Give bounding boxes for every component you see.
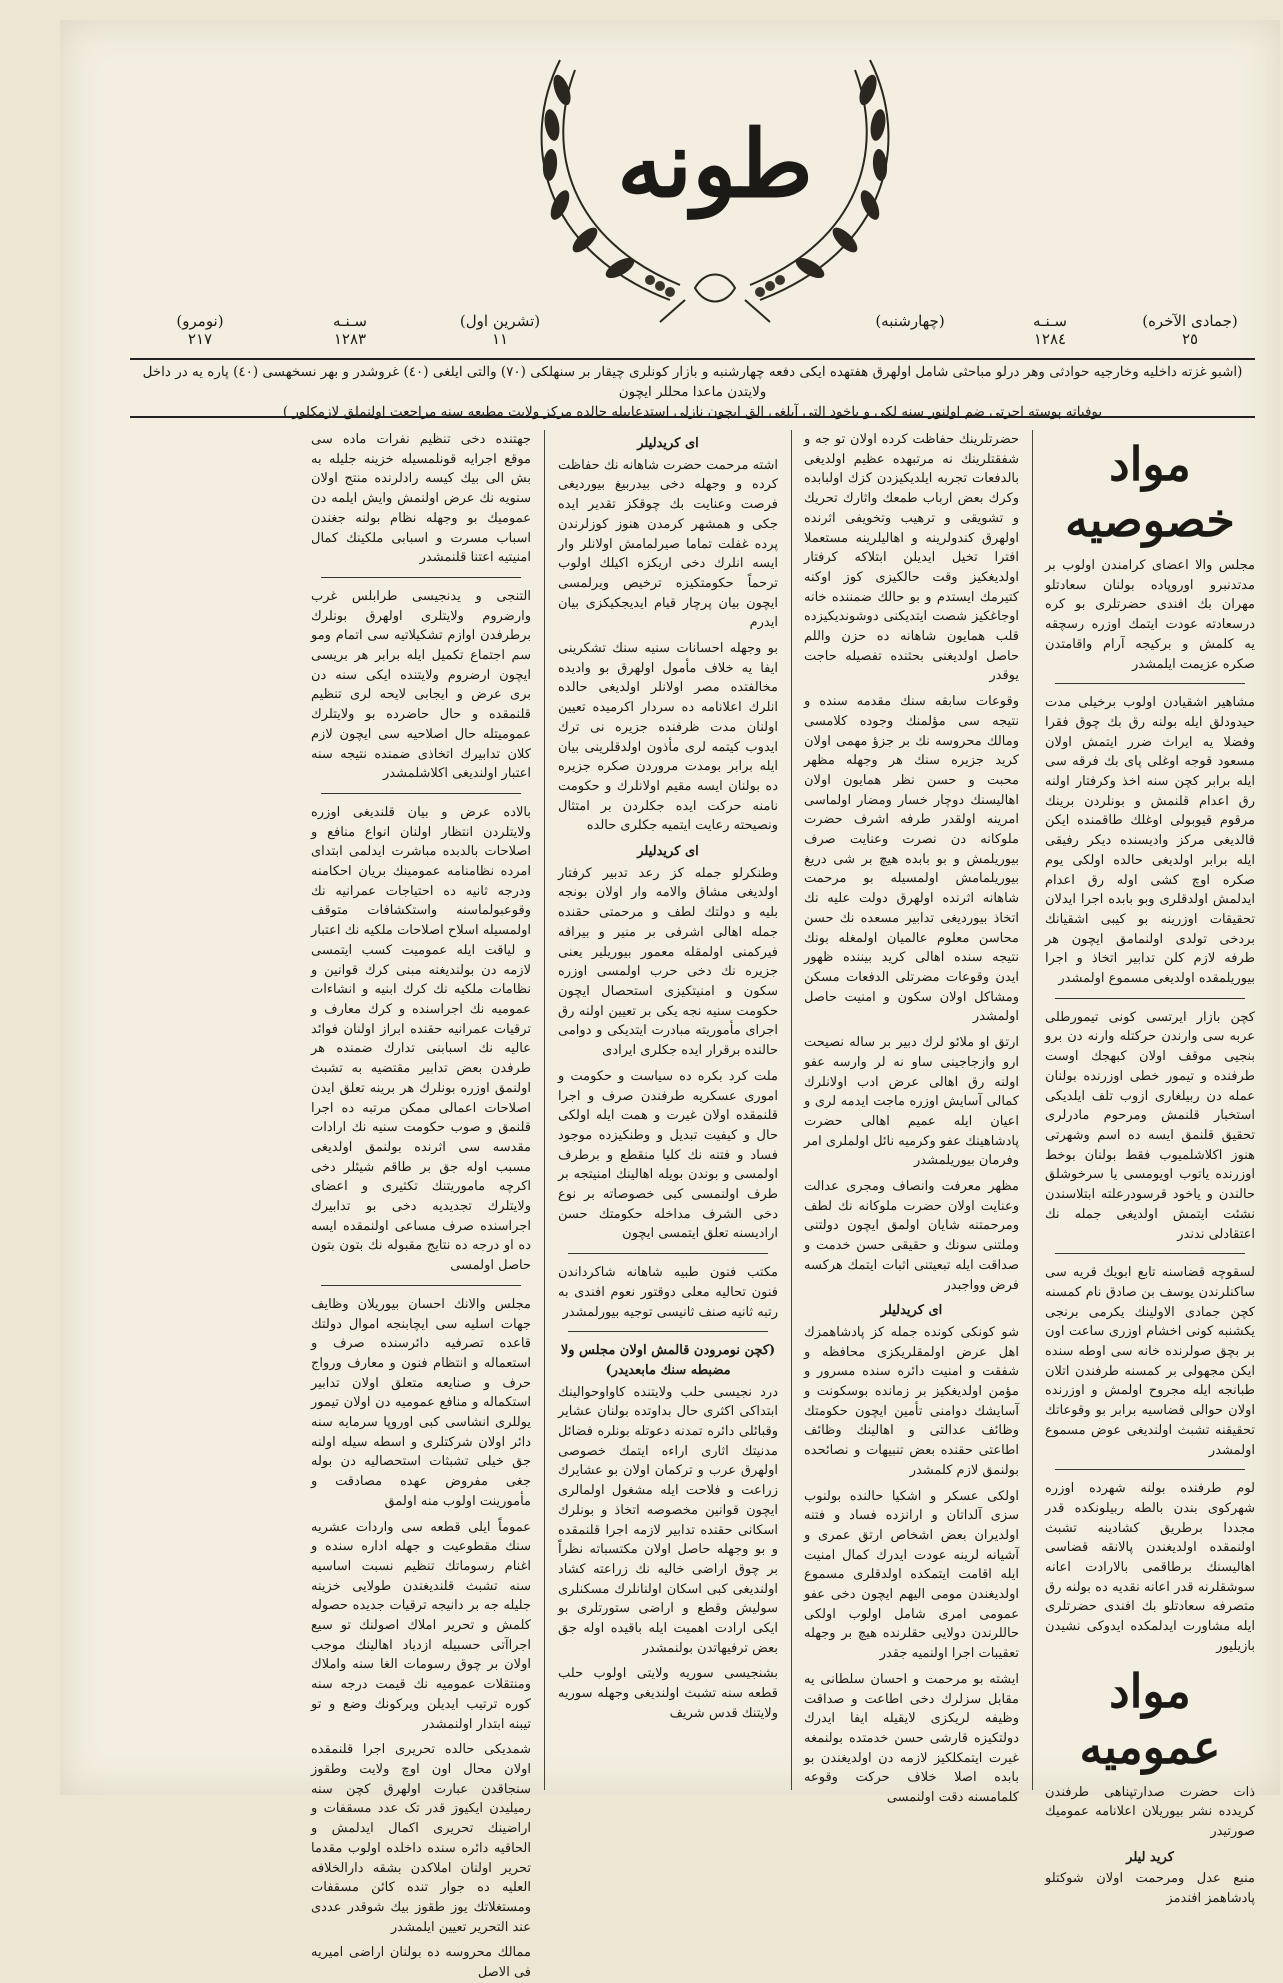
issue-label: (نومرو) <box>176 312 224 330</box>
column-1 <box>1045 430 1255 1907</box>
paragraph: ایشته بو مرحمت و احسان سلطانی یه مقابل سزلرك دخی اطاعت و صداقت وظیفه لریکزی لایقیله ایفا ایدرك دولتکیزه قارشی حسن خدمتده بولنمغه غیرت ایتمکلکیز لازمه دن اولدیغندن بو بابده اصلا خلاف حرکت وقوعه کلمامسنه دقت اولنمسی <box>804 1671 1019 1806</box>
section-heading-private: مواد خصوصیه <box>1065 437 1235 547</box>
paragraph: مجلس والا اعضای کرامندن اولوب بر مدتدنبرو اوروپاده بولنان سعادتلو مهران بك افندی حضرتلری بو کره درسعادته عودت ایتمك اوزره رسچقه یه کلمش و برکیجه آرام واقامتدن صکره عزیمت ایلمشدر <box>1045 558 1255 672</box>
issue-number <box>140 312 260 348</box>
divider <box>321 793 521 794</box>
hijri-day: ٢٥ <box>1181 330 1199 348</box>
divider <box>568 1331 768 1332</box>
weekday-label: (چهارشنبه) <box>875 312 945 330</box>
paragraph: ارتق او ملائو لرك دبیر بر ساله نصیحت ارو وازجاجینی ساو نه لر وارسه عفو اولنه رق اهالی عرض ادب اولانلرك کمالی آسایش اوزره ماجت ایدمه لری و اعیان ایله عمیم اهالی حضرت پادشاهینك عفو وکرمیه نائل اولملری امر وفرمان بیوریلمشدر <box>804 1035 1019 1169</box>
divider <box>321 1285 521 1286</box>
article-columns <box>135 430 1255 1981</box>
paragraph: مظهر معرفت وانصاف ومجری عدالت وعنایت اولان حضرت ملوکانه نك لطف ومرحمتنه شایان اولمق ایچون دولتنی وملتنی سونك و حقیقی حسن خدمت و صداقت ایله تبعیتنی اثبات ایتمك هرکسه فرض وواجبدر <box>804 1179 1019 1293</box>
subheading: ای کریدلیلر <box>880 1303 943 1319</box>
weekday <box>850 312 970 330</box>
column-3 <box>558 430 778 1790</box>
rumi-date <box>440 312 560 348</box>
subheading: کرید لیلر <box>1126 1849 1174 1865</box>
paragraph: التنجی و یدنجیسی طرابلس غرب وارضروم ولایتلری اولهرق بونلرك برطرفدن اوازم تشکیلاتیه سی اتمام ومو سم اجتماع تکمیل ایله برابر هر بریسی ایچون ارضروم ولایتنده ایکی سنه دن بری عرض و ایجابی لایحه لری تنظیم قلنمقده و حال حاضرده بو ولایتلرك عمومیتله حال اصلاحیه سی ایچون لازم کلان تدابیرك اتخاذی ضمنده نتیجه سنه اعتبار اولندیغی اکلاشلمشدر <box>311 588 531 782</box>
hijri-year-value: ١٢٨٤ <box>1033 330 1067 348</box>
issue-value: ٢١٧ <box>187 330 213 348</box>
divider <box>568 1253 768 1254</box>
rumi-year-value: ١٢٨٣ <box>333 330 367 348</box>
column-rule <box>544 430 545 1790</box>
paragraph: شو کونکی کونده جمله کز پادشاهمزك اهل عرض اولمقلریکزی محافظه و شفقت و امنیت دائره سنده مسرور و مؤمن اولدیغکیز بر زمانده بوسکونت و آسایشك دوامنی تأمین ایچون حکومتك وظائف عدالتی و اهالینك وظائف اطاعتی حقنده بعض تنبیهات و نصائحده بولنمق لازم کلمشدر <box>804 1324 1019 1478</box>
paragraph: شمدیکی حالده تحریری اجرا قلنمقده اولان محال اون اوچ ولایت وطقوز سنجاقدن عبارت اولهرق کچن سنه رمیلیدن ایکیوز قدر تک عدد مسقفات و اراضینك تحریری اکمال ایدلمش و الحاقیه دائره سنده داخلده اولوب مقدما تحریر اولنان املاکدن بشقه دارالخلافه العلیه ده جوار تنده کائن مسقفات ومستغلاتك یوز طقوز بیك شوقدر عددی عند التحریر تعیین ایلمشدر <box>311 1742 531 1935</box>
paragraph: ممالك محروسه ده بولنان اراضی امیریه فی الاصل <box>311 1945 531 1981</box>
paragraph: جهتنده دخی تنظیم نفرات ماده سی موقع اجرایه قونلمسیله خزینه جلیله به بش الی بیك کیسه رادلرنده منتج اولان سنویه نك عرض اولنمش وایش ایلمه دن عمومیك بو وجهله نظام بولنه جغندن اسباب مسرت و اسبابی ملکینك کمال امنیتیه اعتنا قلنمشدر <box>311 432 531 566</box>
divider <box>1055 1253 1245 1254</box>
rumi-day: ١١ <box>491 330 509 348</box>
section-heading-general: مواد عمومیه <box>1079 1663 1221 1774</box>
hijri-month: (جمادی الآخره) <box>1142 312 1238 330</box>
paragraph: حضرتلرینك حفاظت کرده اولان تو جه و شفقتلرینك نه مرتبهده عظیم اولدیغی بالدفعات تجربه ایلدیکیزدن کزك اولبابده وکرك بعض ارباب طمعك واثارك تحریك و تشویقی و ترهیب وتخویفی اثرنده اولهرق کندولرینه و اهالیلرینه مستعملا افترا تخیل ایدیلن ابتلاکه کرفتار اولدیغکیز وقت حالکیزی کوز اوکنه کتیرمك ایستدم و بو حالك ضمننده خانه اوجاغکیز شصت ایتدیکنی دوشوندیکیزده قلب همایون شاهانه ده حزن واللم حاصل اولدیغنی بحثنده تفصیله حاجت یوقدر <box>804 432 1019 684</box>
hijri-date <box>1130 312 1250 348</box>
paragraph: ذات حضرت صدارتپناهی طرفندن کریدده نشر بیوریلان اعلانامه عمومیك صورتیدر <box>1045 1784 1255 1839</box>
column-rule <box>1032 430 1033 1790</box>
paragraph: مجلس والانك احسان بیوریلان وظایف جهات اسلیه سی ایچابنجه اموال دولتك قاعده تصرفیه دائرسنده صرف و استعماله و انتظام فنون و معارف ورواج حرف و صنایعه متعلق اولان تدابیر استکماله و منافع عمومیه دن اولان تیمور یوللری انشاسی کبی اوروپا سرمایه سنه دائر اولان شرکتلری و اسطه سیله اولنه جق خیلی تشبثات استحصالیه دن بوله جغی مفروض عهده مصادقت و مأمورینت اولوب منه اولمق <box>311 1296 531 1509</box>
paragraph: ملت کرد بکره ده سیاست و حکومت و اموری عسکریه طرفندن صرف و اجرا قلنمقده اولان غیرت و همت ایله اولکی حال و کیفیت تبدیل و وطنکیزده موجود فساد و فتنه نك کلیا منقطع و برطرف اولمسی و بوندن بویله اهالینك امنیتجه بر طرف اولنمسی کبی خصوصاته بر نوع دخی الشرف مداخله حکومتك حسن ارادیسنه تعلق ایتمسی ایچون <box>558 1068 778 1242</box>
paragraph: بشنجیسی سوریه ولایتی اولوب حلب قطعه سنه تشبث اولندیغی وجهله سوریه ولایتنك قدس شریف <box>558 1666 778 1721</box>
subheading: ای کریدلیلر <box>637 436 699 451</box>
header-rule-bottom <box>130 416 1255 418</box>
masthead <box>500 30 930 330</box>
hijri-year-label: سـنـه <box>1033 312 1067 330</box>
header-rule-top <box>130 358 1255 360</box>
rumi-year-label: سـنـه <box>333 312 367 330</box>
column-2 <box>804 430 1019 1806</box>
divider <box>321 577 521 578</box>
paragraph: درد نجیسی حلب ولایتنده کاواوحوالینك ابتداکی اکثری حال بداوتده بولنان عشایر وقبائلی دائره تمدنه دعوتله بونلره فضائل مدنیتك اثاری اراءه ایتمك خصوصی اولهرق عرب و ترکمان اولان بو عشایرك زراعت و فلاحت ایله مشغول اولمالری ایچون قوانین مخصوصه اتخاذ و بونلرك اسکانی حقنده تدابیر لازمه اجرا قلنمقده و بو وجهله حاصل اولان مکتسباته نظراً بر چوق اراضی خالیه نك زراعته کشاد اولندیغی کبی اسکان اولنانلرك مسکنلری سولیش وقطع و اراضی ستورتلری بو ایکی ارادت اهمیت ایله باقیده اوله جق بعض ترفیهاتدن بولنمشدر <box>558 1384 778 1656</box>
subheading: ای کریدلیلر <box>637 844 699 860</box>
paragraph: مکتب فنون طبیه شاهانه شاکرداندن فنون تحالیه معلی دوقتور نعوم افندی به رتبه ثانیه صنف ثانیسی توجیه بیورلمشدر <box>558 1265 778 1320</box>
paragraph: منبع عدل ومرحمت اولان شوکتلو پادشاهمز افندمز <box>1045 1871 1255 1907</box>
newspaper-title: طونه <box>617 110 813 218</box>
paragraph: کچن بازار ایرتسی کونی تیمورطلی عربه سی وارندن حرکتله وارنه دن برو بنجیی موقف اولان کبهجك اوست طرفنده و تیمور خطی اوزرنده بولنان عمله دن ربیلغاری ازوب تلف ایلدیکی استخبار قلنمش ومرحوم مادرلری تحقیق قلنمق ایسه ده اسم وشهرتی هنوز اکلاشلمیوب فقط بولنان بوخط اوزرنده یاتوب اویومسی یا سرخوشلق حالندن و یاخود قرسودرعلته ابتلاسندن نشئت ایتمش اولدیغی جمله نك اعتقادلی ندندر <box>1045 1009 1255 1242</box>
paragraph: وقوعات سابقه سنك مقدمه سنده و نتیجه سی مؤلمنك وجوده کلامسی ومالك محروسه نك بر جزؤ مهمی اولان کرید جزیره سنك هر وجهله مظهر محبت و حسن نظر همایون اولان اهالیسنك دوچار خسار ومضار اولماسی امرینه اولقدر طرفه اشرف حضرت ملوکانه دن نصرت وعنایت صرف بیوریلمش و بو بابده هیچ بر شی دریغ بیوریلمامش اولمسیله بو مرحمت شاهانه اثرنده اولهرق دولت علیه نك اتخاذ بیوردیغی تدابیر مسعده نك حسن محاسن معلوم عالمیان اولمغله بونك نتیجه سنده اهالی کرید بیننده ظهور ایدن وقوعات مضرتلی الدفعات مسکن ومشاکل اولان سکون و امنیت حاصل اولمشدر <box>804 694 1019 1025</box>
paragraph: اولکی عسکر و اشکیا حالنده بولنوب سزی آلداتان و ارانزده فساد و فتنه اولدیران بعض اشخاص ارتق عمری و آشیانه لرینه عودت ایدرك کمال امنیت ایله اقامت ایتمکده اولدقلری مسموع اولدیغندن مومی الیهم ایچون دخی عفو عمومی امری شامل اولوب اولکی حاللرندن دولایی حقلرنده هیچ بر وجهله تعقیبات اجرا اولنمیه جقدر <box>804 1488 1019 1662</box>
subscription-line-1: (اشبو غزته داخلیه وخارجیه حوادثی وهر درلو مباحثی شامل اولهرق هفتهده ایکی دفعه چهارشنبه و بازار کونلری چیقار بر سنهلکی (٧٠) والتی ایلغی (٤٠) غروشدر و بهر نسخهسی (٤٠) پاره یه در داخل ولایتدن ماعدا محللر ایچون <box>142 364 1243 400</box>
divider <box>1055 683 1245 684</box>
divider <box>1055 1469 1245 1470</box>
newspaper-page <box>60 20 1280 1981</box>
paragraph: مشاهیر اشقیادن اولوب برخیلی مدت حیدودلق ایله بولنه رق بك چوق فقرا وفضلا یه ایراث ضرر ایتمش اولان مسعود قوجه اوغلی پای بك فرقه سی ایله برابر کچن سنه اخذ وکرفتار اولنه رق اعدام قلنمش و بونلردن برینك مرقوم قیوبولی اوغلك طاقمنده ایکن قالدیغی مرکز وادیسنده دیکر رفیقی ایله برابر اولدیغی حالده اولکی یوم صکره اوچ کشی اوله رق اعدام ایدلمش اولدقلری وبو بابده اجرا ایدلان تحقیقات اوزرینه بو کیبی اشقیانك بردخی تولدی اولنمامق ایچون هر طرفه لازم کلن تدابیر اتخاذ و اجرا بیوریلمقده اولدیغی مسموع اولمشدر <box>1045 695 1255 987</box>
paragraph: اشته مرحمت حضرت شاهانه نك حفاظت کرده و وجهله دخی بیدربیغ بیوردیغی فرصت وعنایت بك چوقکز تقدیر ایده جکی و همشهر کرمدن هنوز کوزلرندن پرده غفلت تماما صیرلمامش اولانلر وار ایسه انلرك دخی اریکزه اکیلك اولوب ترحماً حکومتکیزه ترخیص ویرلمسی ایچون بیان پرچار قیام ایدیجکیکزی بیان ایدرم <box>558 457 778 631</box>
hijri-year <box>990 312 1110 348</box>
paragraph: بالاده عرض و بیان قلندیغی اوزره ولایتلردن انتظار اولنان انواع منافع و اصلاحات بالدبده مباشرت ایدلمی ابتدای امرده نظامنامه عمومینك بریان احکامنه ودرجه ثانیه ده احتیاجات عمرانیه نك وقوعبولماسنه واستکشافات متوقف اولمسیله اسلاح اصلاحات ملکیه نك اعتبار و لیاقت ایله عمومیت کسب ایتمسی لازمه دن بولندیغنه مبنی کرك قوانین و نظامات ملکیه نك کرك ابنیه و انشاءات عمومیه نك اجراسنده و کرك معارف و ترقیات عمرانیه حقنده ابراز اولنان فوائد عالیه نك اسبابنی تدارك ضمنده هر طرفدن بعض تدابیر مقتضیه به تشبث اولنمق اوزره بونلرك هر برینه تعلق ایدن اصلاحات اعمالی ممکن مرتبه ده اجرا قلنمق و صوب حکومت سنیه نك ارادات مقدسه سی اثرنده بولنمق اولدیغی مسبب اوله جق بر طاقم شیئلر دخی اکرچه ماموریتنك تکثیری و اعضای ولایتلرك تجدیدیه دخی بو تدابیرك اجراسنده صرف مساعی اولنمقده ایسه ده او درجه ده نتایج مقبوله نك بتون بتون حاصل اولمسی <box>311 804 531 1274</box>
paragraph: لسقوچه قضاسنه تابع ابویك قریه سی ساکنلرندن یوسف بن صادق نام کمسنه کچن جمادی الاولینك یکرمی برنجی یکشنبه کونی اخشام اوزری ساعت اون بر بچق صولرنده خانه سی اوطه سنده ایکن مجهولی بر کمسنه طرفندن اتلان طبانجه ایله مجروح اولمش و اوزرنده اولان حوالی قضاسیه برابر بو وقوعاتك تحقیقنه تشبث اولندیغی عوض مسموع اولمشدر <box>1045 1265 1255 1458</box>
column-rule <box>791 430 792 1790</box>
subscription-notice <box>135 362 1250 422</box>
column-4 <box>311 430 531 1981</box>
divider <box>1055 998 1245 999</box>
rumi-month: (تشرین اول) <box>459 312 541 330</box>
rumi-year <box>290 312 410 348</box>
paragraph: بو وجهله احسانات سنیه سنك تشکرینی ایفا یه خلاف مأمول اولهرق بو وادیده مخالفتده مصر اولانلر اولدیغی حالده انلرك اعلانامه ده سردار اکرمیده تعیین اولنان مدت ظرفنده جزیره نی ترك ایدوب کیتمه لری مأذون اولدقلرینی بیان ایله برابر بومدت مروردن صکره جزیره ده بولنان ایسه مقیم اولانلرك و حکومت نامنه حرکت ایده جکلردن بر امتثال ونصیحته رعایت ایتمیه جکلری حالده <box>558 641 778 834</box>
dateline <box>130 312 1250 352</box>
paragraph: وطنکرلو جمله کز رعد تدبیر کرفتار اولدیغی مشاق والامه وار اولان بونجه بلیه و دولتك لطف و مرحمتی حقنده جمله اهالی اشرفی بر منیر و بیرافه فیرکمنی اولمقله معمور بیوریلیر یعنی جزیره نك دخی حرب اولمسی اوزره سکون و امنیتکیزی استحصال ایچون حکومت سنیه نجه یکی بر تعیین اولنه رق اجرای مأموریته مبادرت ایتدیکی و دوامی حالنده برقرار ایده جکلری ایرادی <box>558 865 778 1059</box>
paragraph: لوم طرفنده بولنه شهرده اوزره شهرکوی بندن بالطه ربیلونکده قدر مجددا برطریق کشادینه تشبث اولنمقده اولدیغندن پالانقه قضاسی اهالیسنك برطاقمی بالارادت اعانه سوشقلرنه قدر اعانه نقدیه ده بولنه رق متصرفه سعادتلو بك افندی حضرتلری ایله مشاورت ایدلمکده ایدوکی نشیدن بازیلیور <box>1045 1481 1255 1654</box>
paragraph: عموماً ایلی قطعه سی واردات عشریه سنك مقطوعیت و جهله اداره سنده و اغنام رسوماتك تنظیم نسبت اساسیه سنه تشبث قلندیغندن طولایی خزینه جلیله جه بر دانیجه ترقیات جدیده حصوله کلمش و تحریر املاك اصولنك تو سیع اجراآتی حسبیله ازدیاد اهالینك موجب اولان بر چوق رسومات الغا سنه واملاك ومنتقلات عمومیه نك قیمت درجه سنه کوره ترتیب ایدیلن ویرکونك وضع و تو تیبنه ابتدار اولنمشدر <box>311 1519 531 1732</box>
subheading: (کچن نومرودن قالمش اولان مجلس ولا مضبطه سنك مابعدیدر) <box>560 1343 776 1378</box>
subscription-line-2: بوفیاته پوسته اجرتی ضم اولنور سنه لکی و یاخود التی آیلغی الق ایچون نازلی استدعاییله حالده مرکز ولایت مطبعه سنه مراجعت اولنملق لازمکلور ) <box>282 404 1103 420</box>
